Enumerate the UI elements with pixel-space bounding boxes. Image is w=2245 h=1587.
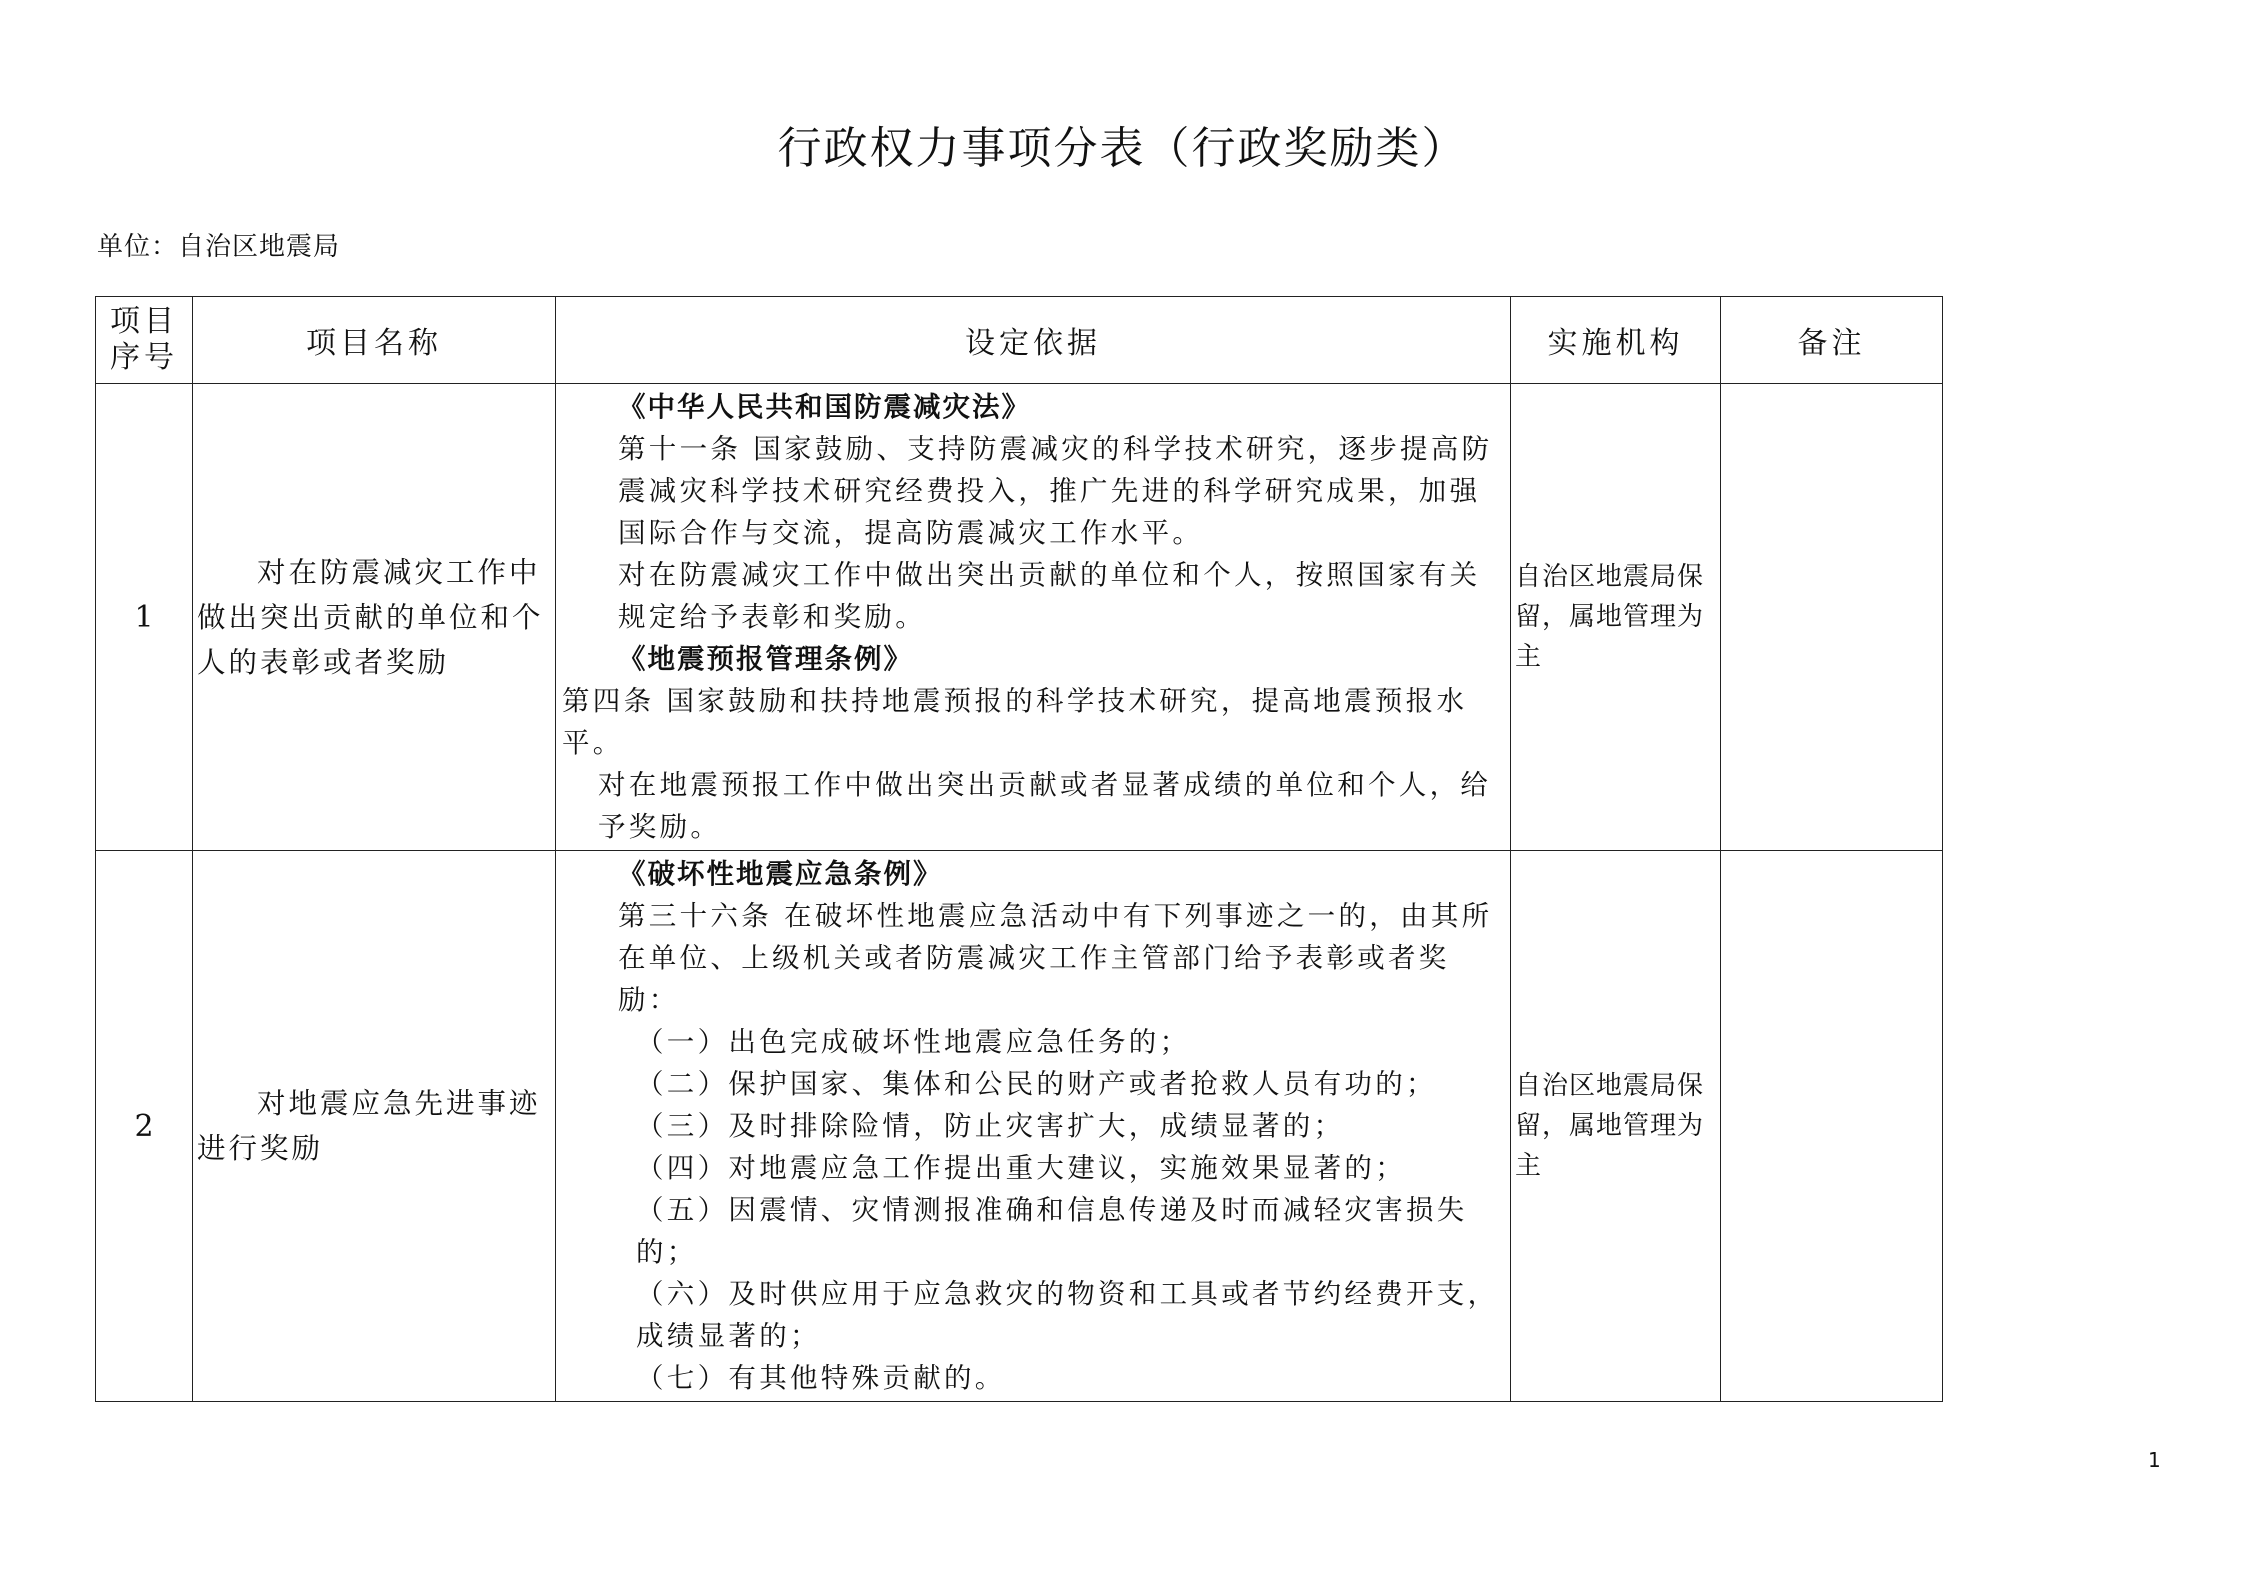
basis-paragraph: 对在地震预报工作中做出突出贡献或者显著成绩的单位和个人，给予奖励。	[598, 769, 1492, 843]
basis-item: （五）因震情、灾情测报准确和信息传递及时而减轻灾害损失的；	[636, 1194, 1468, 1268]
basis-paragraph: 第十一条 国家鼓励、支持防震减灾的科学技术研究，逐步提高防震减灾科学技术研究经费投入，推广先进的科学研究成果，加强国际合作与交流，提高防震减灾工作水平。	[618, 433, 1493, 549]
law-title: 《地震预报管理条例》	[618, 643, 913, 675]
power-items-table	[95, 296, 1943, 1402]
law-title: 《破坏性地震应急条例》	[618, 858, 943, 890]
header-name: 项目名称	[193, 297, 556, 384]
basis-item: （一）出色完成破坏性地震应急任务的；	[636, 1026, 1191, 1058]
basis-paragraph: 对在防震减灾工作中做出突出贡献的单位和个人，按照国家有关规定给予表彰和奖励。	[618, 559, 1481, 633]
basis-item: （二）保护国家、集体和公民的财产或者抢救人员有功的；	[636, 1068, 1437, 1100]
basis-item: （三）及时排除险情，防止灾害扩大，成绩显著的；	[636, 1110, 1345, 1142]
row-note	[1721, 384, 1943, 851]
row-index: 1	[96, 384, 193, 851]
basis-item: （六）及时供应用于应急救灾的物资和工具或者节约经费开支，成绩显著的；	[636, 1278, 1499, 1352]
table-row	[96, 851, 1943, 1402]
header-org: 实施机构	[1511, 297, 1721, 384]
basis-paragraph: 第四条 国家鼓励和扶持地震预报的科学技术研究，提高地震预报水平。	[562, 685, 1468, 759]
row-org: 自治区地震局保留，属地管理为主	[1511, 384, 1721, 851]
unit-label: 单位：自治区地震局	[97, 232, 341, 262]
basis-paragraph: 第三十六条 在破坏性地震应急活动中有下列事迹之一的，由其所在单位、上级机关或者防震减灾工作主管部门给予表彰或者奖励：	[618, 900, 1493, 1016]
law-title: 《中华人民共和国防震减灾法》	[618, 391, 1031, 423]
page-title: 行政权力事项分表（行政奖励类）	[777, 123, 1468, 174]
header-note: 备注	[1721, 297, 1943, 384]
basis-item: （七）有其他特殊贡献的。	[636, 1362, 1006, 1394]
table-row	[96, 384, 1943, 851]
header-index: 项目 序号	[96, 297, 193, 384]
row-note	[1721, 851, 1943, 1402]
row-index: 2	[96, 851, 193, 1402]
table-header-row	[96, 297, 1943, 384]
page-number: 1	[2148, 1448, 2161, 1472]
row-basis	[556, 851, 1511, 1402]
row-item-name: 对在防震减灾工作中做出突出贡献的单位和个人的表彰或者奖励	[193, 384, 556, 851]
header-basis: 设定依据	[556, 297, 1511, 384]
row-org: 自治区地震局保留，属地管理为主	[1511, 851, 1721, 1402]
row-basis	[556, 384, 1511, 851]
row-item-name: 对地震应急先进事迹进行奖励	[193, 851, 556, 1402]
basis-item: （四）对地震应急工作提出重大建议，实施效果显著的；	[636, 1152, 1406, 1184]
